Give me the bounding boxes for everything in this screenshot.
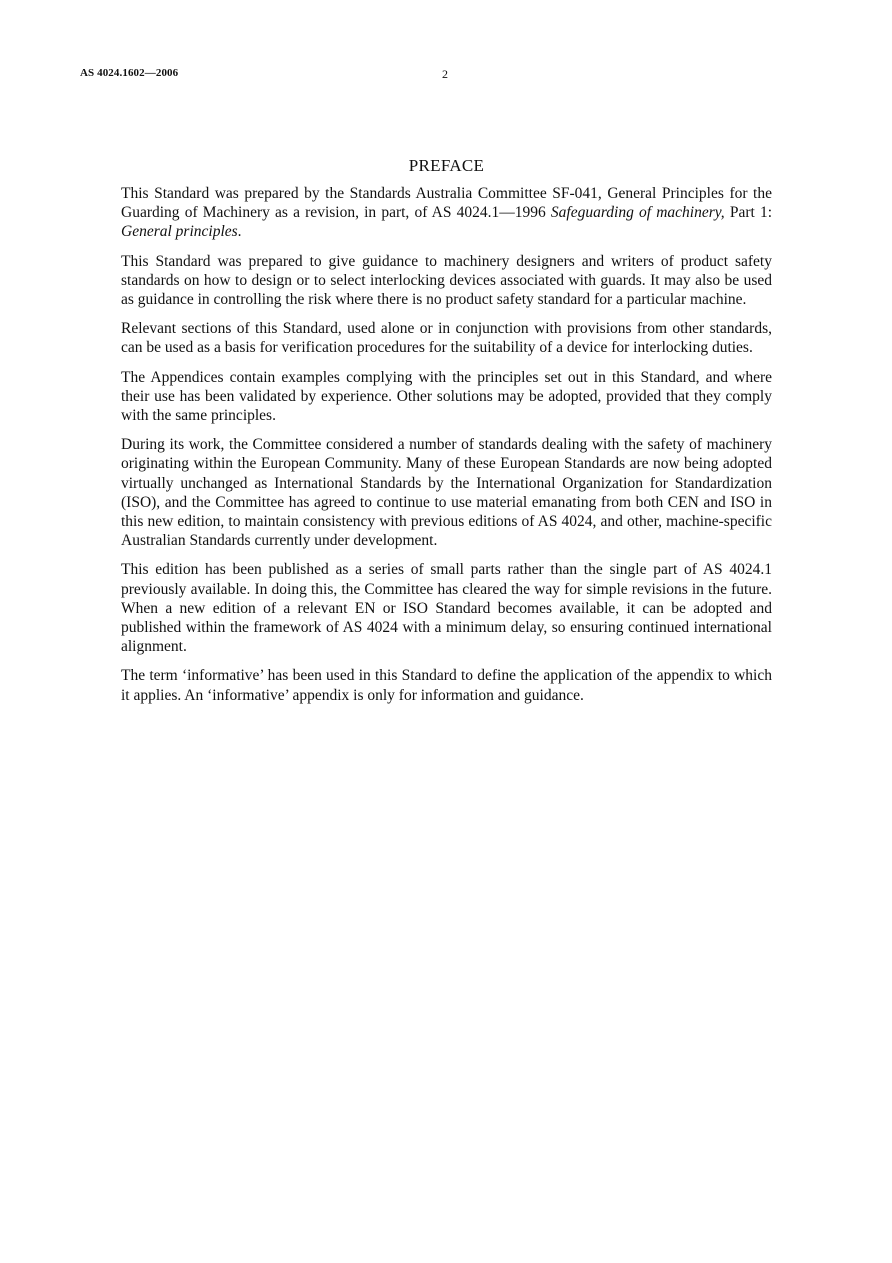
page-number: 2 — [442, 67, 448, 81]
paragraph-1 — [121, 184, 772, 242]
paragraph-1-italic-title: Safeguarding of machinery, — [550, 204, 725, 222]
paragraph-7: The term ‘informative’ has been used in this Standard to define the application of the appendix to which it applies. An ‘informative’ appendix is only for information and guidance. — [121, 667, 772, 704]
paragraph-1-italic-part: General principles — [121, 223, 238, 241]
paragraph-2: This Standard was prepared to give guidance to machinery designers and writers of product safety standards on how to design or to select interlocking devices associated with guards. It may also be used as guidance in controlling the risk where there is no product safety standard for a particular machine. — [121, 252, 772, 309]
paragraph-1-text-b: Part 1: — [724, 204, 773, 222]
paragraph-6: This edition has been published as a series of small parts rather than the single part of AS 4024.1 previously available. In doing this, the Committee has cleared the way for simple revisions in the future. When a new edition of a relevant EN or ISO Standard becomes available, it can be adopted and published within the framework of AS 4024 with a minimum delay, so ensuring continued international alignment. — [121, 561, 772, 656]
paragraph-3: Relevant sections of this Standard, used alone or in conjunction with provisions from other standards, can be used as a basis for verification procedures for the suitability of a device for interlocking duties. — [121, 320, 772, 357]
paragraph-5: During its work, the Committee considered a number of standards dealing with the safety of machinery originating within the European Community. Many of these European Standards are now being adopted virtually unchanged as International Standards by the International Organization for Standardization (ISO), and the Committee has agreed to continue to use material emanating from both CEN and ISO in this new edition, to maintain consistency with previous editions of AS 4024, and other, machine-specific Australian Standards currently under development. — [121, 436, 772, 550]
page-header — [80, 67, 812, 85]
section-title: PREFACE — [408, 156, 485, 175]
preface-section — [121, 156, 772, 715]
paragraph-1-text-c: . — [237, 223, 242, 241]
document-id: AS 4024.1602—2006 — [80, 67, 179, 79]
paragraph-1-text-a: This Standard was prepared by the Standards Australia Committee SF-041, General Principles for the Guarding of Machinery as a revision, in part, of AS 4024.1—1996 — [121, 185, 772, 222]
paragraph-4: The Appendices contain examples complying with the principles set out in this Standard, and where their use has been validated by experience. Other solutions may be adopted, provided that they comply with the same principles. — [121, 368, 772, 425]
